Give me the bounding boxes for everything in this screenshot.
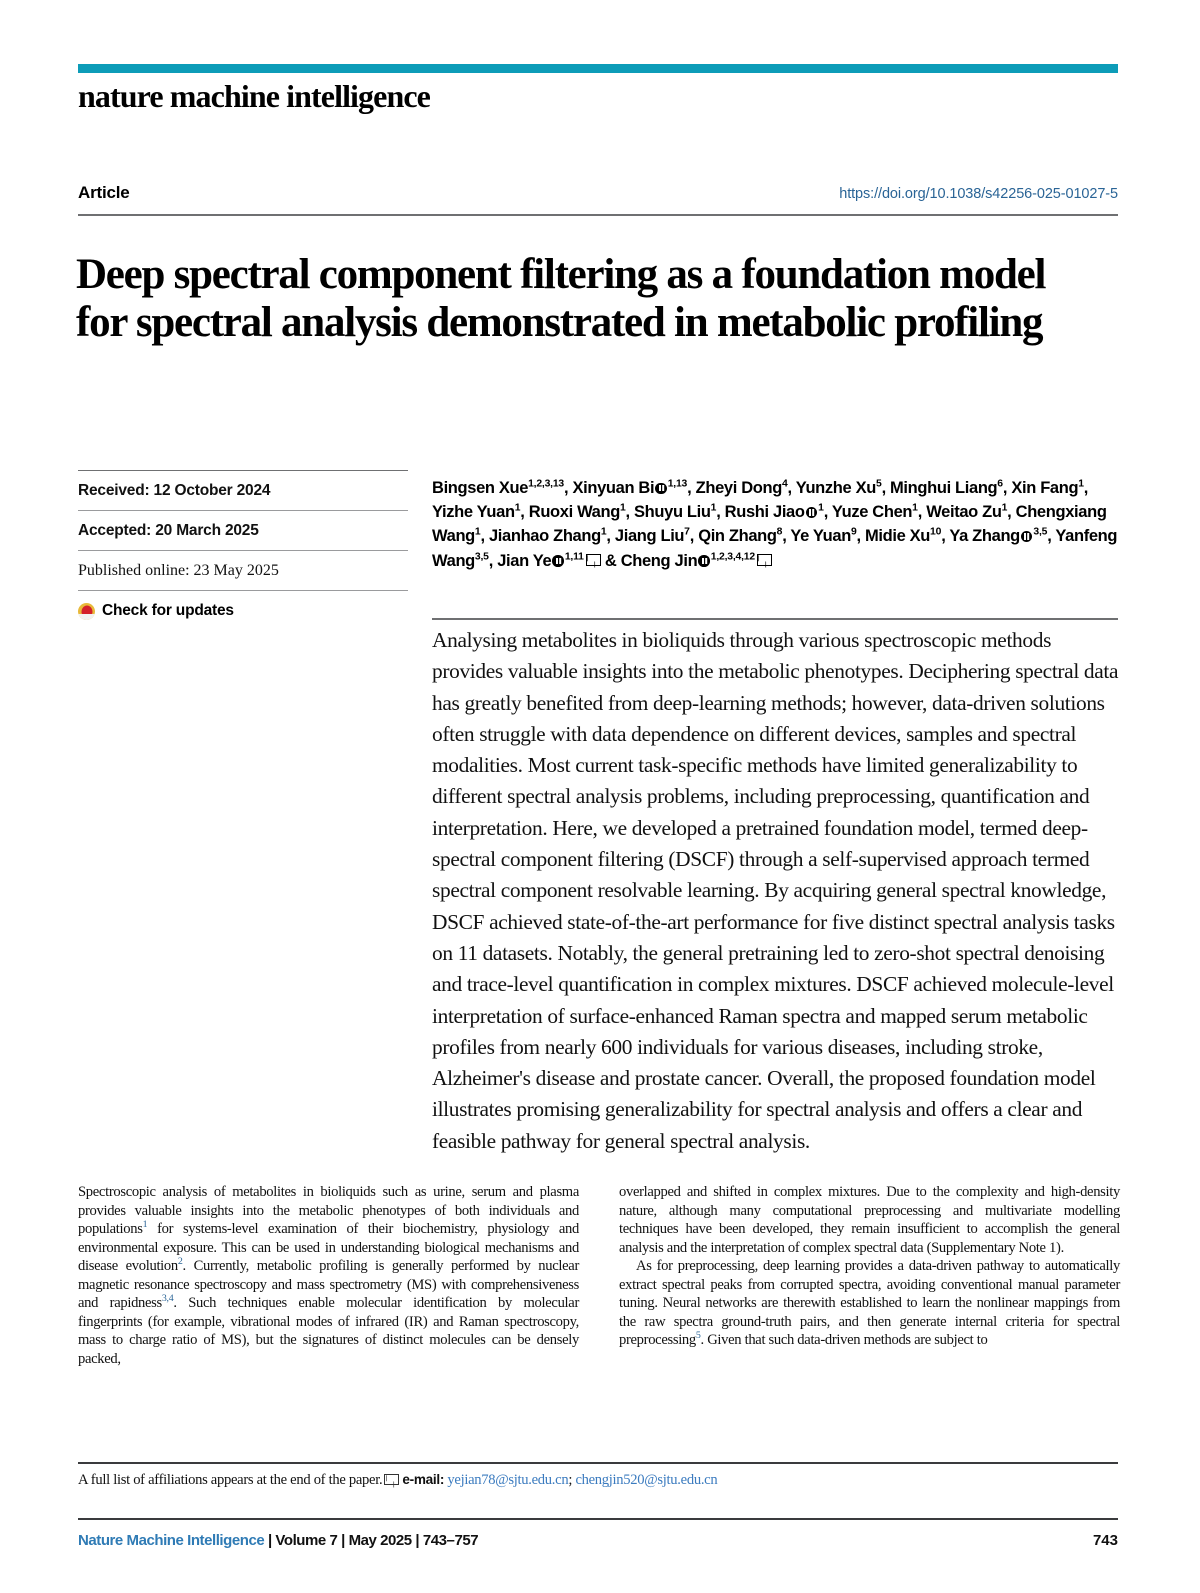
paragraph-text: for systems-level examination of their biochemistry, physiology and environmental exposure. This can be used in understanding biological mechanisms and disease evolution bbox=[78, 1221, 579, 1275]
check-for-updates-label: Check for updates bbox=[102, 602, 234, 619]
author-name: , Xinyuan Bi bbox=[564, 479, 655, 497]
author-name: , Yizhe Yuan bbox=[432, 479, 1089, 522]
author-affiliation-sup: 6 bbox=[997, 478, 1003, 490]
orcid-icon[interactable] bbox=[1021, 531, 1033, 543]
journal-masthead: nature machine intelligence bbox=[78, 78, 430, 114]
author-name: , Ye Yuan bbox=[782, 527, 851, 546]
orcid-icon[interactable] bbox=[552, 555, 564, 567]
citation-ref[interactable]: 2 bbox=[177, 1256, 183, 1268]
email-link-1[interactable]: yejian78@sjtu.edu.cn bbox=[447, 1472, 569, 1488]
author-name: Bingsen Xue bbox=[432, 479, 529, 497]
abstract-divider bbox=[432, 618, 1118, 620]
author-affiliation-sup: 8 bbox=[776, 526, 783, 538]
citation-ref[interactable]: 1 bbox=[142, 1219, 148, 1231]
citation-journal-name[interactable]: Nature Machine Intelligence bbox=[78, 1532, 265, 1549]
article-type-label: Article bbox=[78, 183, 130, 202]
author-name: , Jiang Liu bbox=[606, 527, 685, 546]
author-affiliation-sup: 4 bbox=[781, 478, 788, 490]
corresponding-author-email-icon[interactable] bbox=[757, 554, 772, 566]
affiliation-note-text: A full list of affiliations appears at the end of the paper. bbox=[78, 1472, 383, 1488]
received-date: Received: 12 October 2024 bbox=[78, 482, 271, 499]
author-affiliation-sup: 1 bbox=[818, 502, 824, 514]
author-affiliation-sup: 5 bbox=[875, 478, 882, 490]
author-affiliation-sup: 7 bbox=[684, 526, 690, 538]
author-affiliation-sup: 1,2,3,4,12 bbox=[710, 551, 755, 563]
accepted-date: Accepted: 20 March 2025 bbox=[78, 522, 259, 539]
orcid-icon[interactable] bbox=[655, 483, 667, 495]
corresponding-author-email-icon[interactable] bbox=[586, 554, 601, 566]
paragraph-text: . Currently, metabolic profiling is generally performed by nuclear magnetic resonance spectroscopy and mass spectrometry (MS) with comprehensiveness and rapidness bbox=[78, 1258, 579, 1312]
affiliation-note bbox=[78, 1472, 717, 1489]
email-label: e-mail: bbox=[402, 1472, 445, 1487]
author-affiliation-sup: 9 bbox=[850, 526, 857, 538]
paragraph: overlapped and shifted in complex mixtures. Due to the complexity and high-density nature, although many computational preprocessing and multivariate modelling techniques have been developed, they remain insufficient to accomplish the general analysis and the interpretation of complex spectral data (Supplementary Note 1). bbox=[619, 1184, 1120, 1256]
author-name: , Chengxiang Wang bbox=[432, 503, 1107, 546]
author-name: , Rushi Jiao bbox=[716, 503, 805, 522]
abstract-text: Analysing metabolites in bioliquids through various spectroscopic methods provides valuable insights into the metabolic phenotypes. Deciphering spectral data has greatly benefited from deep-learning methods; however, data-driven solutions often struggle with data dependence on different devices, samples and spectral modalities. Most current task-specific methods have limited generalizability to different spectral analysis problems, including preprocessing, quantification and interpretation. Here, we developed a pretrained foundation model, termed deep-spectral component filtering (DSCF) through a self-supervised approach termed spectral component resolvable learning. By acquiring general spectral knowledge, DSCF achieved state-of-the-art performance for five distinct spectral analysis tasks on 11 datasets. Notably, the general pretraining led to zero-shot spectral denoising and trace-level quantification in complex mixtures. DSCF achieved molecule-level interpretation of surface-enhanced Raman spectra and mapped serum metabolic profiles from nearly 600 individuals for various diseases, including stroke, Alzheimer's disease and prostate cancer. Overall, the proposed foundation model illustrates promising generalizability for spectral analysis and offers a clear and feasible pathway for general spectral analysis. bbox=[432, 628, 1119, 1153]
journal-citation bbox=[78, 1532, 478, 1549]
author-affiliation-sup: 1 bbox=[1078, 478, 1084, 490]
email-icon bbox=[384, 1474, 399, 1486]
author-name: , Zheyi Dong bbox=[687, 479, 782, 497]
orcid-icon[interactable] bbox=[698, 555, 710, 567]
author-affiliation-sup: 1 bbox=[474, 526, 481, 538]
author-name: & Cheng Jin bbox=[604, 551, 698, 570]
article-metadata bbox=[78, 470, 408, 620]
email-link-2[interactable]: chengjin520@sjtu.edu.cn bbox=[575, 1472, 718, 1488]
citation-ref[interactable]: 5 bbox=[695, 1330, 701, 1342]
body-column-left bbox=[78, 1183, 579, 1368]
author-name: , Jian Ye bbox=[488, 551, 552, 570]
author-name: , Jianhao Zhang bbox=[480, 527, 601, 546]
check-for-updates-button[interactable] bbox=[78, 591, 408, 620]
header-divider bbox=[78, 214, 1118, 216]
author-name: , Yuze Chen bbox=[823, 503, 913, 522]
body-columns bbox=[78, 1183, 1120, 1368]
paragraph bbox=[619, 1257, 1120, 1350]
author-affiliation-sup: 1,13 bbox=[667, 478, 688, 490]
author-name: , Minghui Liang bbox=[881, 479, 998, 497]
author-name: , Ya Zhang bbox=[941, 527, 1020, 546]
author-name: , Shuyu Liu bbox=[625, 503, 711, 522]
paragraph-text: As for preprocessing, deep learning provides a data-driven pathway to automatically extract spectral peaks from corrupted spectra, avoiding conventional manual parameter tuning. Neural networks are therewith established to learn the nonlinear mappings from the raw spectra ground-truth pairs, and then generate internal criteria for spectral preprocessing bbox=[619, 1258, 1120, 1349]
author-name: , Ruoxi Wang bbox=[520, 503, 620, 522]
author-affiliation-sup: 1 bbox=[600, 526, 607, 538]
orcid-icon[interactable] bbox=[806, 507, 818, 519]
published-date: Published online: 23 May 2025 bbox=[78, 562, 279, 579]
paragraph bbox=[78, 1183, 579, 1368]
author-affiliation-sup: 10 bbox=[930, 526, 942, 538]
paragraph-text: . Such techniques enable molecular identification by molecular fingerprints (for example, vibrational modes of infrared (IR) and Raman spectroscopy, mass to charge ratio of MS), but the signatures of distinct molecules can be densely packed, bbox=[78, 1295, 579, 1367]
citation-ref[interactable]: 3,4 bbox=[161, 1293, 174, 1305]
author-affiliation-sup: 1 bbox=[710, 502, 717, 514]
page-number: 743 bbox=[1092, 1532, 1118, 1549]
author-affiliation-sup: 1,2,3,13 bbox=[528, 478, 564, 490]
author-affiliation-sup: 1 bbox=[619, 502, 626, 514]
author-affiliation-sup: 1 bbox=[912, 502, 918, 514]
author-name: , Qin Zhang bbox=[689, 527, 777, 546]
body-column-right bbox=[619, 1183, 1120, 1368]
paragraph-text: . Given that such data-driven methods are subject to bbox=[700, 1332, 988, 1349]
email-separator: ; bbox=[568, 1472, 576, 1488]
author-affiliation-sup: 1 bbox=[514, 502, 521, 514]
author-name: , Weitao Zu bbox=[917, 503, 1002, 522]
brand-accent-bar bbox=[78, 64, 1118, 73]
citation-volume-info: | Volume 7 | May 2025 | 743–757 bbox=[264, 1532, 479, 1549]
page-title: Deep spectral component filtering as a foundation model for spectral analysis demonstrated in metabolic profiling bbox=[76, 250, 1046, 346]
author-name: , Xin Fang bbox=[1002, 479, 1079, 497]
author-affiliation-sup: 1 bbox=[1001, 502, 1008, 514]
author-list bbox=[432, 476, 1120, 573]
author-affiliation-sup: 3,5 bbox=[474, 551, 489, 563]
bottom-divider bbox=[78, 1518, 1118, 1520]
author-name: , Yunzhe Xu bbox=[787, 479, 876, 497]
crossmark-icon bbox=[78, 603, 95, 620]
doi-link[interactable]: https://doi.org/10.1038/s42256-025-01027-5 bbox=[839, 186, 1118, 202]
paragraph-text: Spectroscopic analysis of metabolites in bioliquids such as urine, serum and plasma provides valuable insights into the metabolic phenotypes of both individuals and populations bbox=[78, 1184, 579, 1238]
author-name: , Yanfeng Wang bbox=[432, 527, 1118, 570]
author-name: , Midie Xu bbox=[856, 527, 931, 546]
author-affiliation-sup: 1,11 bbox=[564, 551, 584, 563]
footer-divider bbox=[78, 1462, 1118, 1464]
author-affiliation-sup: 3,5 bbox=[1033, 526, 1048, 538]
